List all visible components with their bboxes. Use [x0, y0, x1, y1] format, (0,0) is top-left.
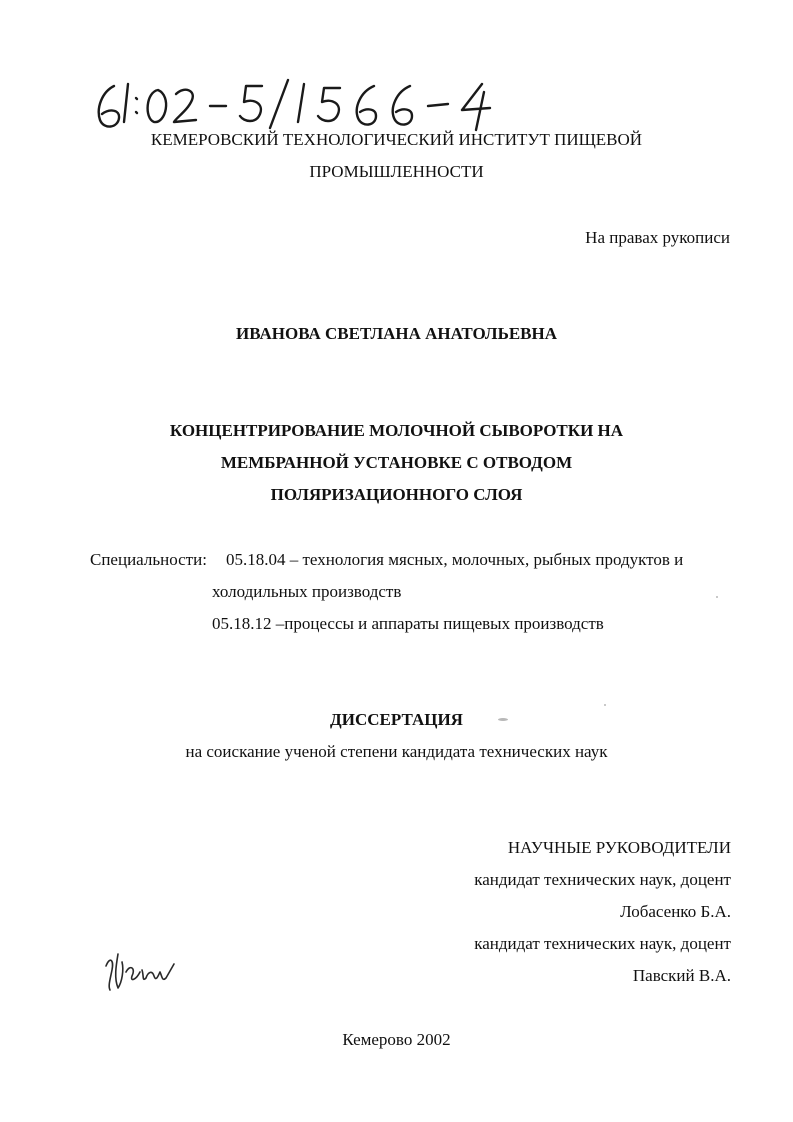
supervisor-2-position: кандидат технических наук, доцент	[474, 934, 731, 953]
manuscript-note: На правах рукописи	[585, 228, 730, 247]
scan-speck	[716, 596, 718, 598]
title-line-2: МЕМБРАННОЙ УСТАНОВКЕ С ОТВОДОМ	[220, 453, 573, 472]
specialty-2: 05.18.12 –процессы и аппараты пищевых производств	[212, 614, 604, 633]
supervisors-heading: НАУЧНЫЕ РУКОВОДИТЕЛИ	[507, 838, 731, 857]
title-line-3: ПОЛЯРИЗАЦИОННОГО СЛОЯ	[270, 485, 523, 504]
institution-line-2: ПРОМЫШЛЕННОСТИ	[309, 162, 484, 181]
degree-line: на соискание ученой степени кандидата технических наук	[185, 742, 608, 761]
specialty-1: 05.18.04 – технология мясных, молочных, рыбных продуктов и	[226, 550, 684, 569]
scan-speck	[498, 718, 508, 721]
specialty-1-continuation: холодильных производств	[212, 582, 402, 601]
handwritten-archive-mark	[92, 78, 572, 136]
supervisor-1-name: Лобасенко Б.А.	[620, 902, 731, 921]
title-line-1: КОНЦЕНТРИРОВАНИЕ МОЛОЧНОЙ СЫВОРОТКИ НА	[169, 421, 624, 440]
author-name: ИВАНОВА СВЕТЛАНА АНАТОЛЬЕВНА	[235, 324, 557, 343]
institution-line-1: КЕМЕРОВСКИЙ ТЕХНОЛОГИЧЕСКИЙ ИНСТИТУТ ПИЩЕВОЙ	[150, 130, 643, 149]
work-type: ДИССЕРТАЦИЯ	[330, 710, 463, 729]
handwritten-signature	[100, 946, 180, 996]
city-year: Кемерово 2002	[342, 1030, 451, 1049]
supervisor-2-name: Павский В.А.	[632, 966, 731, 985]
supervisor-1-position: кандидат технических наук, доцент	[474, 870, 731, 889]
specialties-label: Специальности:	[90, 550, 207, 569]
scan-speck	[604, 704, 606, 706]
